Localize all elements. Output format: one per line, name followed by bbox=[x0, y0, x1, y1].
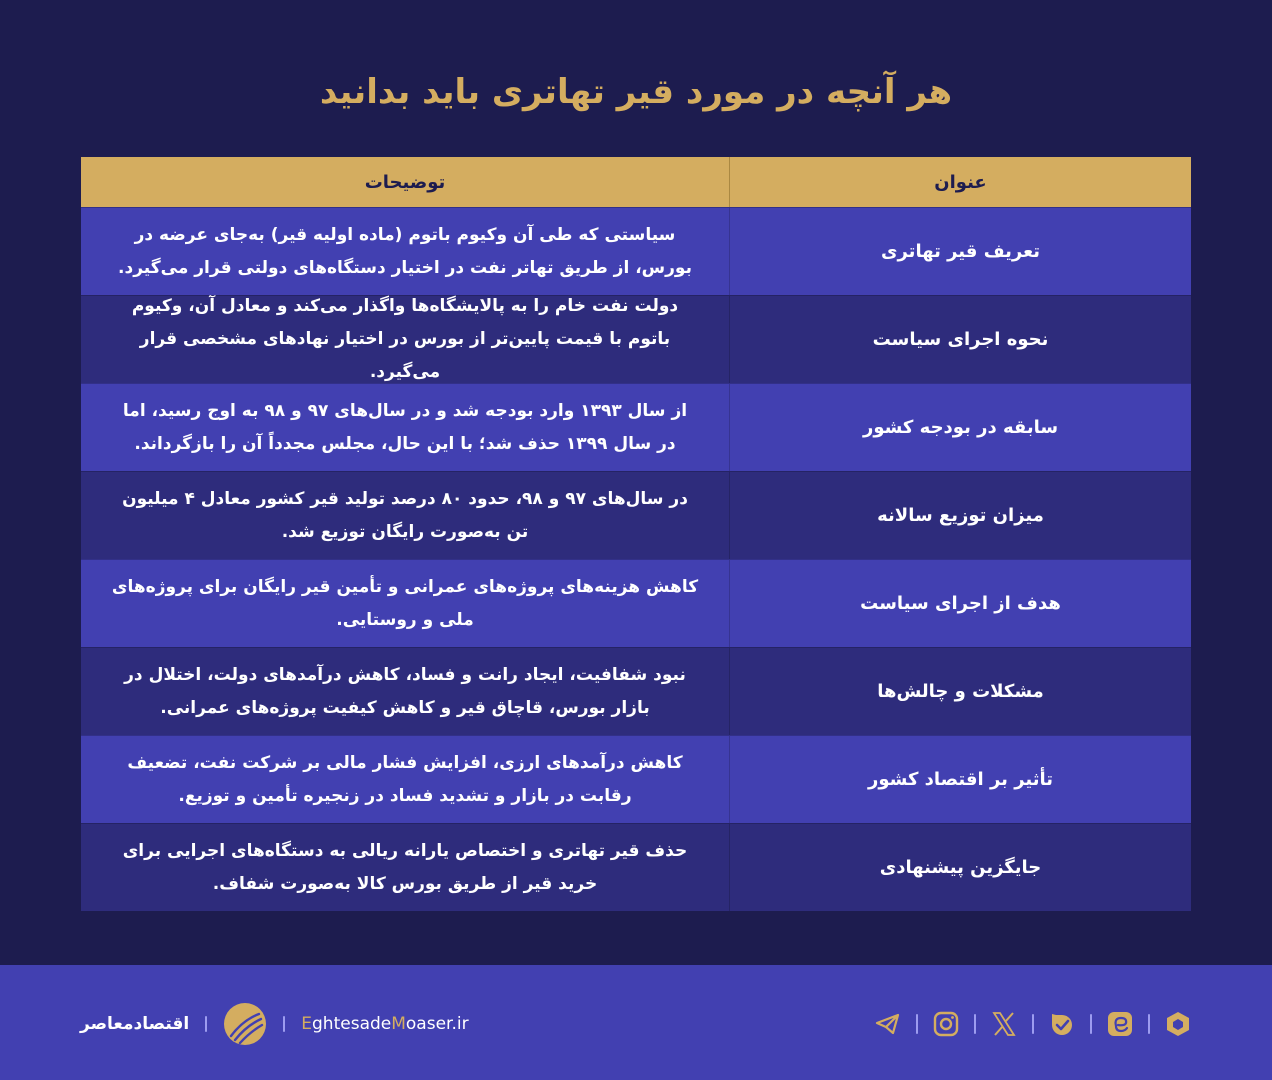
row-description: حذف قیر تهاتری و اختصاص یارانه ریالی به دستگاه‌های اجرایی برای خرید قیر از طریق بورس کالا به‌صورت شفاف. bbox=[122, 840, 688, 894]
table-row bbox=[81, 207, 1191, 295]
row-title: نحوه اجرای سیاست bbox=[729, 296, 1191, 383]
divider bbox=[1090, 1014, 1092, 1034]
website-part: oaser.ir bbox=[405, 1014, 469, 1034]
table-row bbox=[81, 647, 1191, 735]
row-description: از سال ۱۳۹۳ وارد بودجه شد و در سال‌های ۹۷ و ۹۸ به اوج رسید، اما در سال ۱۳۹۹ حذف شد؛ با این حال، مجلس مجدداً آن را بازگرداند. bbox=[122, 400, 688, 454]
row-title: مشکلات و چالش‌ها bbox=[729, 648, 1191, 735]
row-description: نبود شفافیت، ایجاد رانت و فساد، کاهش درآمدهای دولت، اختلال در بازار بورس، قاچاق قیر و کاهش کیفیت پروژه‌های عمرانی. bbox=[124, 664, 686, 718]
table-row bbox=[81, 471, 1191, 559]
website-part: E bbox=[301, 1014, 313, 1034]
divider bbox=[916, 1014, 918, 1034]
row-description: کاهش درآمدهای ارزی، افزایش فشار مالی بر شرکت نفت، تضعیف رقابت در بازار و تشدید فساد در زنجیره تأمین و توزیع. bbox=[127, 752, 683, 806]
row-description: سیاستی که طی آن وکیوم باتوم (ماده اولیه قیر) به‌جای عرضه در بورس، از طریق تهاتر نفت در اختیار دستگاه‌های دولتی قرار می‌گیرد. bbox=[118, 224, 692, 278]
row-title: تأثیر بر اقتصاد کشور bbox=[729, 736, 1191, 823]
row-description: کاهش هزینه‌های پروژه‌های عمرانی و تأمین قیر رایگان برای پروژه‌های ملی و روستایی. bbox=[111, 576, 699, 630]
header-description: توضیحات bbox=[364, 171, 446, 193]
row-title: سابقه در بودجه کشور bbox=[729, 384, 1191, 471]
row-description: دولت نفت خام را به پالایشگاه‌ها واگذار می‌کند و معادل آن، وکیوم باتوم با قیمت پایین‌تر از بورس در اختیار نهادهای مشخصی قرار می‌گیرد. bbox=[131, 296, 679, 382]
eitaa-icon[interactable] bbox=[1106, 1010, 1134, 1038]
footer bbox=[0, 965, 1272, 1080]
table-row bbox=[81, 823, 1191, 911]
table-row bbox=[81, 383, 1191, 471]
header-title: عنوان bbox=[729, 157, 1191, 207]
website-link[interactable] bbox=[301, 1014, 468, 1034]
row-title: تعریف قیر تهاتری bbox=[729, 208, 1191, 295]
row-description: در سال‌های ۹۷ و ۹۸، حدود ۸۰ درصد تولید قیر کشور معادل ۴ میلیون تن به‌صورت رایگان توزیع شد. bbox=[122, 488, 688, 542]
divider bbox=[205, 1016, 207, 1032]
divider bbox=[974, 1014, 976, 1034]
row-title: جایگزین پیشنهادی bbox=[729, 824, 1191, 911]
social-links bbox=[874, 1010, 1192, 1038]
website-part: ghtesade bbox=[312, 1014, 392, 1034]
brand-logo-icon bbox=[223, 1002, 267, 1046]
table-row bbox=[81, 295, 1191, 383]
page-title: هر آنچه در مورد قیر تهاتری باید بدانید bbox=[319, 72, 953, 112]
divider bbox=[1032, 1014, 1034, 1034]
x-icon[interactable] bbox=[990, 1010, 1018, 1038]
info-table bbox=[81, 157, 1191, 911]
rubika-icon[interactable] bbox=[1164, 1010, 1192, 1038]
table-header bbox=[81, 157, 1191, 207]
brand bbox=[80, 1002, 469, 1046]
divider bbox=[283, 1016, 285, 1032]
row-title: میزان توزیع سالانه bbox=[729, 472, 1191, 559]
table-row bbox=[81, 559, 1191, 647]
table-row bbox=[81, 735, 1191, 823]
bale-icon[interactable] bbox=[1048, 1010, 1076, 1038]
divider bbox=[1148, 1014, 1150, 1034]
brand-name: اقتصادمعاصر bbox=[80, 1014, 190, 1034]
website-part: M bbox=[391, 1014, 406, 1034]
row-title: هدف از اجرای سیاست bbox=[729, 560, 1191, 647]
telegram-icon[interactable] bbox=[874, 1010, 902, 1038]
instagram-icon[interactable] bbox=[932, 1010, 960, 1038]
